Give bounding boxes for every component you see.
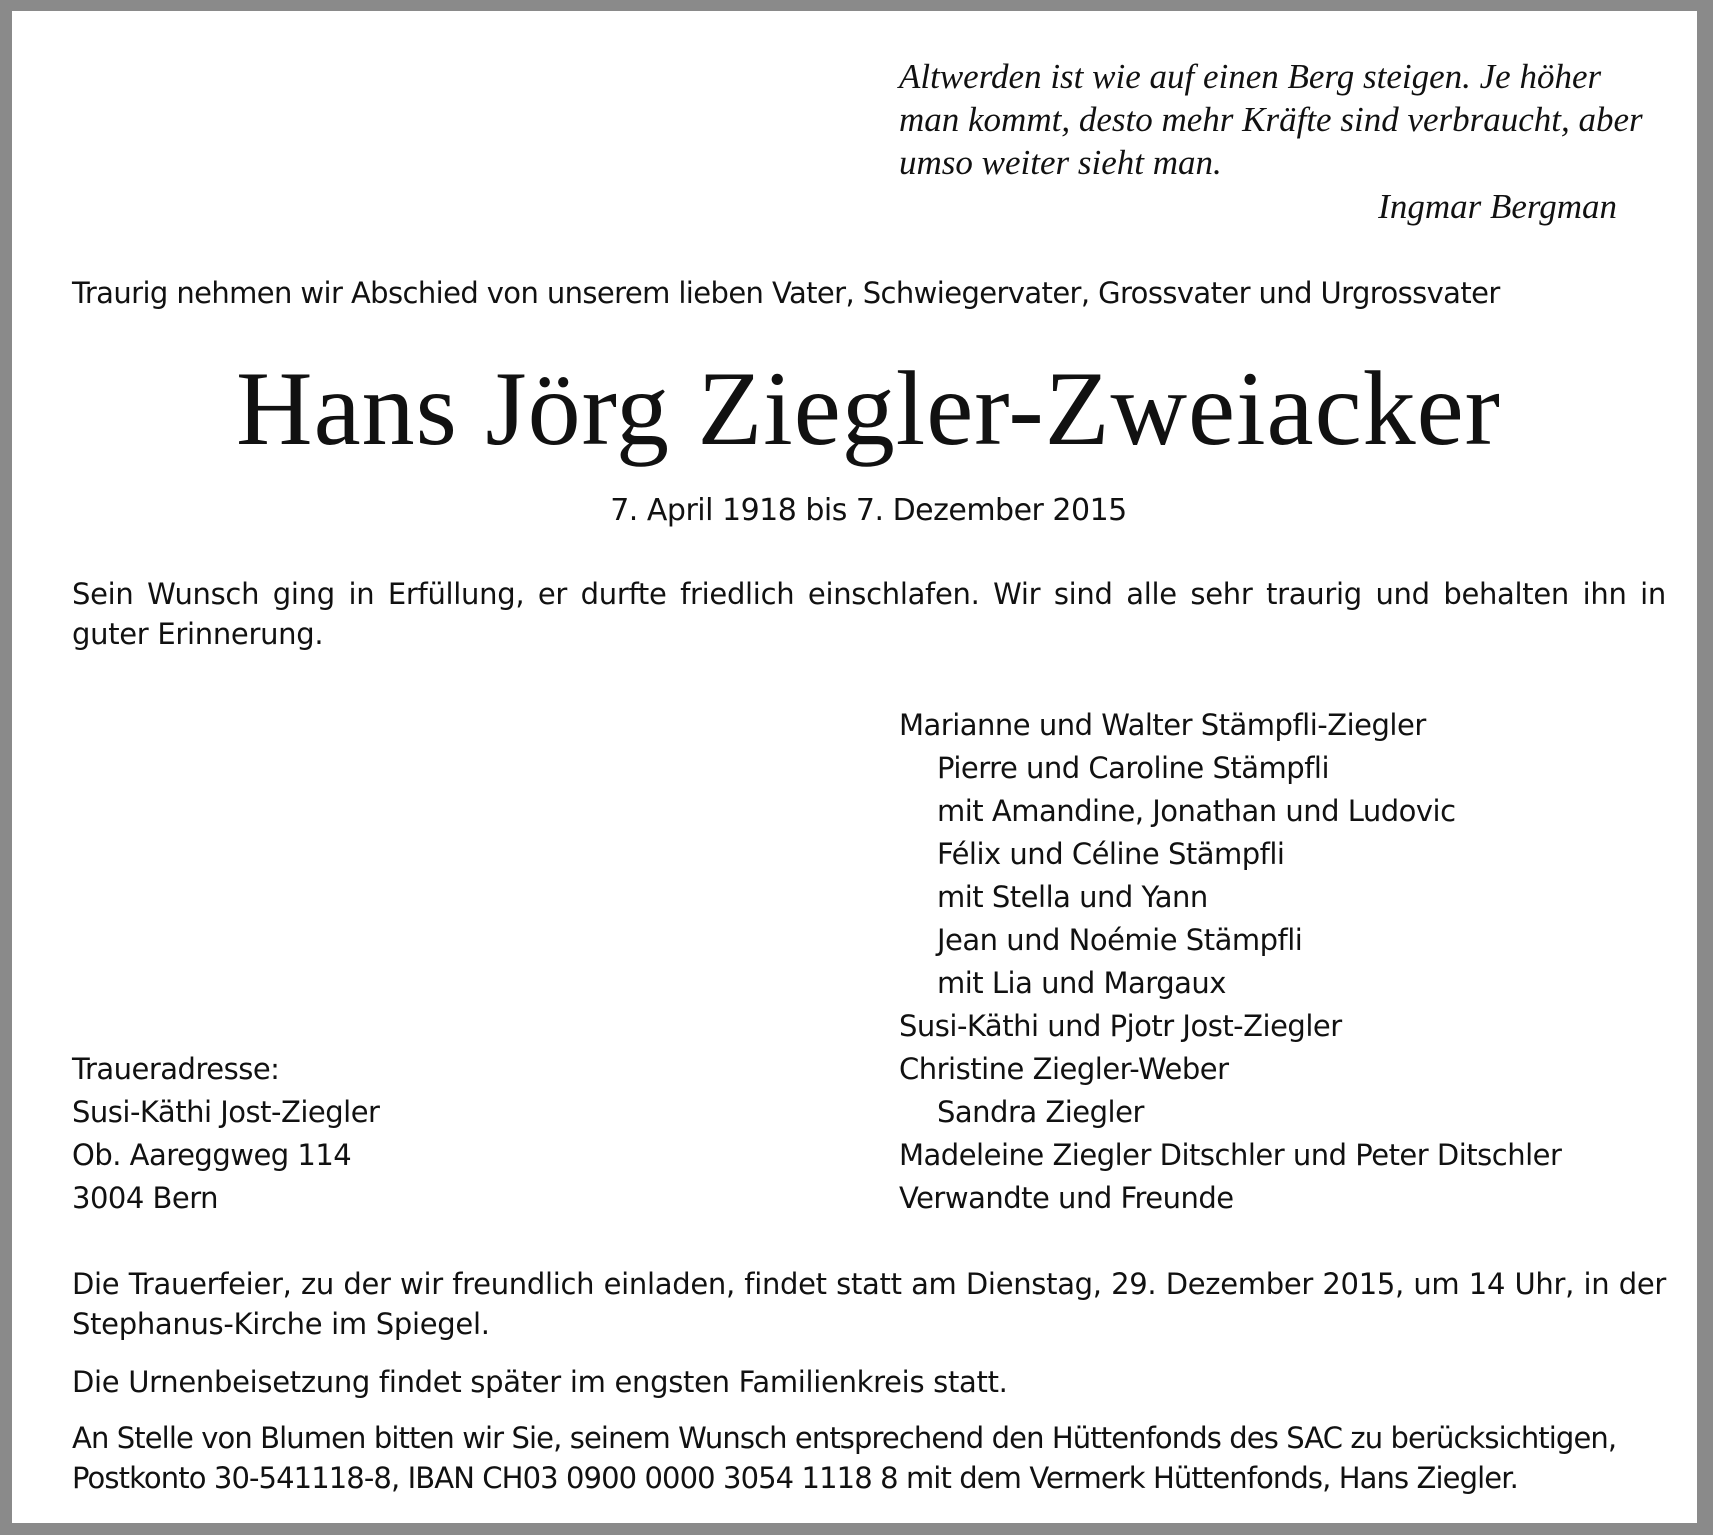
life-dates: 7. April 1918 bis 7. Dezember 2015	[610, 493, 1127, 528]
mourner-entry: Pierre und Caroline Stämpfli	[937, 751, 1330, 785]
address-line: Susi-Käthi Jost-Ziegler	[72, 1095, 380, 1129]
mourner-entry: mit Lia und Margaux	[937, 966, 1226, 1000]
mourner-entry: Marianne und Walter Stämpfli-Ziegler	[899, 708, 1426, 742]
quote-text: Altwerden ist wie auf einen Berg steigen. Je höher man kommt, desto mehr Kräfte sind verbraucht, aber umso weiter sieht man.	[899, 57, 1643, 182]
mourner-entry: Jean und Noémie Stämpfli	[937, 923, 1303, 957]
donation-paragraph: An Stelle von Blumen bitten wir Sie, seinem Wunsch entsprechend den Hüttenfonds des SAC zu berücksichtigen, Postkonto 30-541118-8, IBAN CH03 0900 0000 3054 1118 8 mit dem Vermerk Hüttenfonds, Hans Ziegler.	[72, 1421, 1617, 1495]
address-line: Ob. Aareggweg 114	[72, 1138, 352, 1172]
mourner-entry: mit Stella und Yann	[937, 880, 1208, 914]
urn-burial-paragraph: Die Urnenbeisetzung findet später im engsten Familienkreis statt.	[72, 1365, 1008, 1399]
mourner-entry: Christine Ziegler-Weber	[899, 1052, 1229, 1086]
mourner-entry: Susi-Käthi und Pjotr Jost-Ziegler	[899, 1009, 1342, 1043]
mourner-entry: Verwandte und Freunde	[899, 1181, 1234, 1215]
deceased-name: Hans Jörg Ziegler-Zweiacker	[236, 350, 1501, 467]
mourners-list	[899, 704, 1561, 1220]
quote-author: Ingmar Bergman	[1378, 187, 1617, 226]
mourning-address	[72, 1048, 379, 1220]
address-line: 3004 Bern	[72, 1181, 219, 1215]
mourner-entry: Sandra Ziegler	[937, 1095, 1144, 1129]
mourner-entry: mit Amandine, Jonathan und Ludovic	[937, 794, 1456, 828]
address-heading: Traueradresse:	[72, 1052, 280, 1086]
intro-line: Traurig nehmen wir Abschied von unserem lieben Vater, Schwiegervater, Grossvater und Urgrossvater	[72, 276, 1500, 310]
funeral-service-paragraph: Die Trauerfeier, zu der wir freundlich einladen, findet statt am Dienstag, 29. Dezember 2015, um 14 Uhr, in der Stephanus-Kirche im Spiegel.	[72, 1267, 1666, 1341]
statement-paragraph: Sein Wunsch ging in Erfüllung, er durfte friedlich einschlafen. Wir sind alle sehr traurig und behalten ihn in guter Erinnerung.	[72, 577, 1666, 651]
mourner-entry: Félix und Céline Stämpfli	[937, 837, 1285, 871]
mourner-entry: Madeleine Ziegler Ditschler und Peter Ditschler	[899, 1138, 1562, 1172]
